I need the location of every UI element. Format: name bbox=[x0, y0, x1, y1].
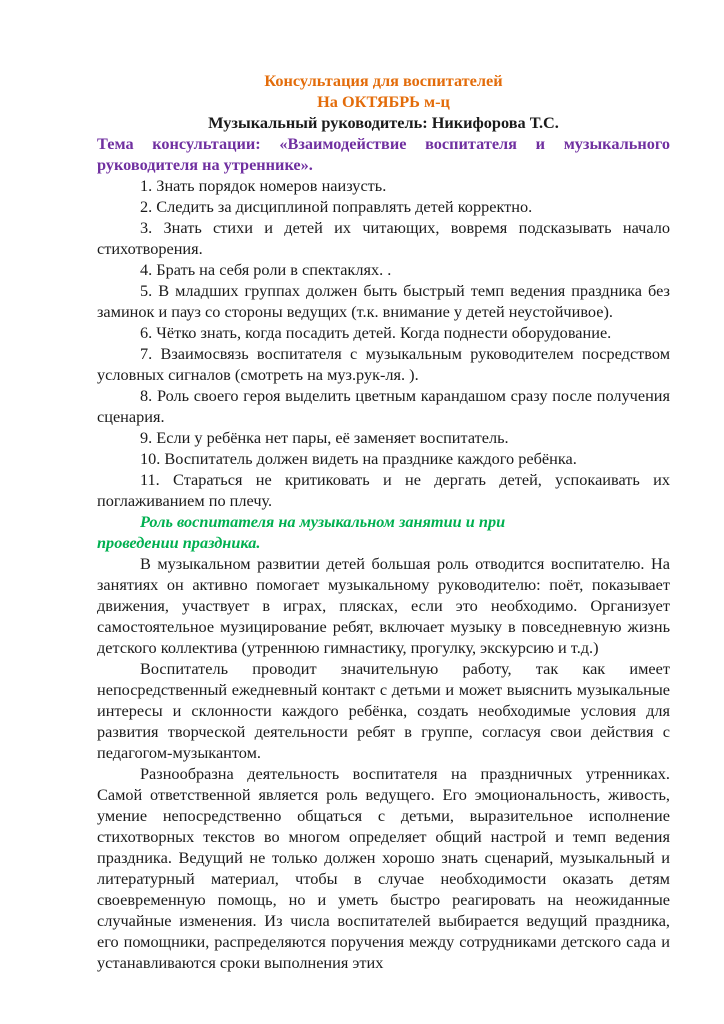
instruction-item-8: 8. Роль своего героя выделить цветным карандашом сразу после получения сценария. bbox=[97, 386, 670, 426]
instruction-item-7: 7. Взаимосвязь воспитателя с музыкальным руководителем посредством условных сигналов (смотреть на муз.рук-ля. ). bbox=[97, 344, 670, 384]
instruction-item-5: 5. В младших группах должен быть быстрый темп ведения праздника без заминок и пауз со стороны ведущих (т.к. внимание у детей неустойчивое). bbox=[97, 281, 670, 321]
section-heading: Роль воспитателя на музыкальном занятии и при проведении праздника. bbox=[97, 512, 506, 552]
doc-title-line-1: Консультация для воспитателей bbox=[264, 71, 503, 90]
doc-title-line-2: На ОКТЯБРЬ м-ц bbox=[317, 92, 450, 111]
body-paragraph-3: Разнообразна деятельность воспитателя на праздничных утренниках. Самой ответственной является роль ведущего. Его эмоциональность, живость, умение непосредственно общаться с детьми, выразительное исполнение стихотворных текстов во многом определяет общий настрой и темп ведения праздника. Ведущий не только должен хорошо знать сценарий, музыкальный и литературный материал, чтобы в случае необходимости оказать детям своевременную помощь, но и уметь быстро реагировать на неожиданные случайные изменения. Из числа воспитателей выбирается ведущий праздника, его помощники, распределяются поручения между сотрудниками детского сада и устанавливаются сроки выполнения этих bbox=[97, 764, 670, 972]
instruction-item-1: 1. Знать порядок номеров наизусть. bbox=[140, 176, 387, 195]
instruction-item-10: 10. Воспитатель должен видеть на празднике каждого ребёнка. bbox=[140, 449, 577, 468]
instruction-item-9: 9. Если у ребёнка нет пары, её заменяет воспитатель. bbox=[140, 428, 509, 447]
consultation-theme: Тема консультации: «Взаимодействие воспитателя и музыкального руководителя на утреннике». bbox=[97, 134, 670, 174]
instruction-item-11: 11. Стараться не критиковать и не дергать детей, успокаивать их поглаживанием по плечу. bbox=[97, 470, 670, 510]
doc-author-line: Музыкальный руководитель: Никифорова Т.С. bbox=[208, 113, 559, 132]
body-paragraph-2: Воспитатель проводит значительную работу, так как имеет непосредственный ежедневный контакт с детьми и может выяснить музыкальные интересы и склонности каждого ребёнка, создать необходимые условия для развития творческой деятельности ребят в группе, согласуя свои действия с педагогом-музыкантом. bbox=[97, 659, 670, 762]
instruction-item-2: 2. Следить за дисциплиной поправлять детей корректно. bbox=[140, 197, 533, 216]
body-paragraph-1: В музыкальном развитии детей большая роль отводится воспитателю. На занятиях он активно помогает музыкальному руководителю: поёт, показывает движения, участвует в играх, плясках, если это необходимо. Организует самостоятельное музицирование ребят, включает музыку в повседневную жизнь детского коллектива (утреннюю гимнастику, прогулку, экскурсию и т.д.) bbox=[97, 554, 670, 657]
instruction-item-4: 4. Брать на себя роли в спектаклях. . bbox=[140, 260, 392, 279]
instruction-item-6: 6. Чётко знать, когда посадить детей. Когда поднести оборудование. bbox=[140, 323, 612, 342]
instruction-item-3: 3. Знать стихи и детей их читающих, вовремя подсказывать начало стихотворения. bbox=[97, 218, 670, 258]
